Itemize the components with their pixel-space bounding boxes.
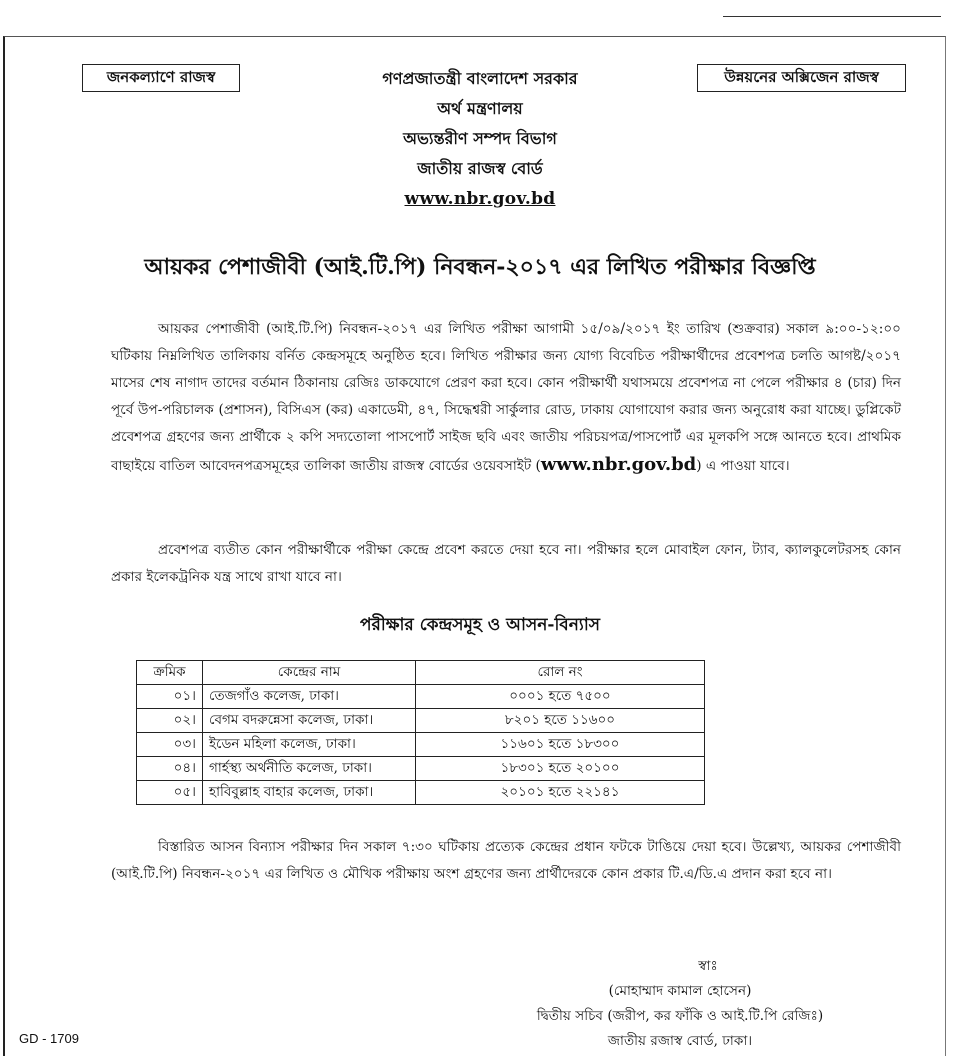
signature-mark: স্বাঃ [698,958,718,974]
cell-roll: ১৮৩০১ হতে ২০১০০ [416,757,705,781]
letterhead-government: গণপ্রজাতন্ত্রী বাংলাদেশ সরকার [382,69,578,88]
letterhead-board: জাতীয় রাজস্ব বোর্ড [417,159,543,178]
cell-roll: ০০০১ হতে ৭৫০০ [416,685,705,709]
notice-title: আয়কর পেশাজীবী (আই.টি.পি) নিবন্ধন-২০১৭ এর লিখিত পরীক্ষার বিজ্ঞপ্তি [144,254,816,280]
cell-center-name: হাবিবুল্লাহ বাহার কলেজ, ঢাকা। [203,781,416,805]
table-row [137,781,705,805]
table-row [137,757,705,781]
cell-center-name: ইডেন মহিলা কলেজ, ঢাকা। [203,733,416,757]
cell-roll: ১১৬০১ হতে ১৮৩০০ [416,733,705,757]
document-number: GD - 1709 [19,1031,79,1046]
paragraph-1-text: আয়কর পেশাজীবী (আই.টি.পি) নিবন্ধন-২০১৭ এর লিখিত পরীক্ষা আগামী ১৫/০৯/২০১৭ ইং তারিখ (শুক্রবার) সকাল ৯:০০-১২:০০ ঘটিকায় নিম্নলিখিত তালিকায় বর্নিত কেন্দ্রসমূহে অনুষ্ঠিত হবে। লিখিত পরীক্ষার জন্য যোগ্য বিবেচিত পরীক্ষার্থীদের প্রবেশপত্র চলতি আগষ্ট/২০১৭ মাসের শেষ নাগাদ তাদের বর্তমান ঠিকানায় রেজিঃ ডাকযোগে প্রেরণ করা হবে। কোন পরীক্ষার্থী যথাসময়ে প্রবেশপত্র না পেলে পরীক্ষার ৪ (চার) দিন পূর্বে উপ-পরিচালক (প্রশাসন), বিসিএস (কর) একাডেমী, ৪৭, সিদ্ধেশ্বরী সার্কুলার রোড, ঢাকায় যোগাযোগ করার জন্য অনুরোধ করা যাচ্ছে। ডুপ্লিকেট প্রবেশপত্র গ্রহণের জন্য প্রার্থীকে ২ কপি সদ্যতোলা পাসপোর্ট সাইজ ছবি এবং জাতীয় পরিচয়পত্র/পাসপোর্ট এর মূলকপি সঙ্গে আনতে হবে। প্রাথমিক বাছাইয়ে বাতিল আবেদনপত্রসমূহের তালিকা জাতীয় রাজস্ব বোর্ডের ওয়েবসাইট ( [111,321,901,474]
header-serial: ক্রমিক [137,661,203,685]
paragraph-1-website[interactable]: www.nbr.gov.bd [540,454,697,475]
cell-roll: ৮২০১ হতে ১১৬০০ [416,709,705,733]
cell-roll: ২০১০১ হতে ২২১৪১ [416,781,705,805]
cell-serial: ০৪। [137,757,203,781]
letterhead-division: অভ্যন্তরীণ সম্পদ বিভাগ [403,129,557,148]
paragraph-1-text-end: ) এ পাওয়া যাবে। [696,458,790,474]
table-row [137,733,705,757]
signatory-name: (মোহাম্মাদ কামাল হোসেন) [608,983,752,999]
letterhead [300,64,660,214]
signature-block [470,954,890,1054]
exam-centers-table [136,660,705,805]
notice-paragraph-3: বিস্তারিত আসন বিন্যাস পরীক্ষার দিন সকাল ৭:৩০ ঘটিকায় প্রত্যেক কেন্দ্রের প্রধান ফটকে টাঙিয়ে দেয়া হবে। উল্লেখ্য, আয়কর পেশাজীবী (আই.টি.পি) নিবন্ধন-২০১৭ এর লিখিত ও মৌখিক পরীক্ষায় অংশ গ্রহণের জন্য প্রার্থীদেরকে কোন প্রকার টি.এ/ডি.এ প্রদান করা হবে না। [111,839,901,882]
table-row [137,685,705,709]
table-title: পরীক্ষার কেন্দ্রসমূহ ও আসন-বিন্যাস [359,615,601,635]
cell-serial: ০১। [137,685,203,709]
letterhead-website[interactable]: www.nbr.gov.bd [404,189,556,209]
signatory-designation: দ্বিতীয় সচিব (জরীপ, কর ফাঁকি ও আই.টি.পি রেজিঃ) [536,1008,824,1024]
header-center-name: কেন্দ্রের নাম [203,661,416,685]
notice-paragraph-1 [111,316,901,480]
cell-serial: ০৫। [137,781,203,805]
slogan-right: উন্নয়নের অক্সিজেন রাজস্ব [697,64,906,92]
cell-serial: ০২। [137,709,203,733]
letterhead-ministry: অর্থ মন্ত্রণালয় [437,99,523,118]
cell-center-name: বেগম বদরুন্নেসা কলেজ, ঢাকা। [203,709,416,733]
cell-serial: ০৩। [137,733,203,757]
cell-center-name: তেজগাঁও কলেজ, ঢাকা। [203,685,416,709]
cell-center-name: গার্হস্থ্য অর্থনীতি কলেজ, ঢাকা। [203,757,416,781]
header-roll: রোল নং [416,661,705,685]
table-header-row [137,661,705,685]
notice-paragraph-2: প্রবেশপত্র ব্যতীত কোন পরীক্ষার্থীকে পরীক্ষা কেন্দ্রে প্রবেশ করতে দেয়া হবে না। পরীক্ষার হলে মোবাইল ফোন, ট্যাব, ক্যালকুলেটরসহ কোন প্রকার ইলেকট্রনিক যন্ত্র সাথে রাখা যাবে না। [111,542,901,585]
top-rule [723,16,941,17]
slogan-left: জনকল্যাণে রাজস্ব [82,64,240,92]
table-row [137,709,705,733]
signatory-office: জাতীয় রজাস্ব বোর্ড, ঢাকা। [607,1033,753,1049]
